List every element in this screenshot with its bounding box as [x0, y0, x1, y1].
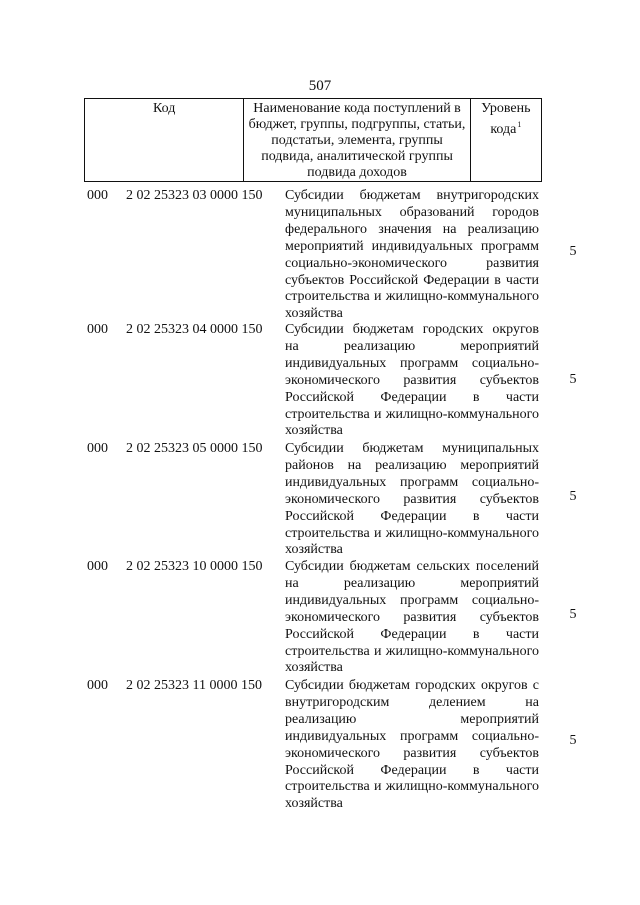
revenue-code: 2 02 25323 10 0000 150 [126, 559, 263, 574]
revenue-code: 2 02 25323 03 0000 150 [126, 188, 263, 203]
revenue-code: 2 02 25323 11 0000 150 [126, 678, 262, 693]
header-code [85, 99, 244, 182]
admin-code: 000 [87, 188, 108, 203]
code-level: 5 [569, 489, 577, 504]
admin-code: 000 [87, 559, 108, 574]
code-level: 5 [569, 372, 577, 387]
admin-code: 000 [87, 322, 108, 337]
page-number: 507 [308, 78, 332, 94]
revenue-name: Субсидии бюджетам сельских поселений на реализацию мероприятий индивидуальных программ социально-экономического развития субъектов Российской Федерации в части строительства и жилищно-коммунального хозяйства [285, 559, 539, 676]
admin-code: 000 [87, 441, 108, 456]
revenue-name: Субсидии бюджетам городских округов с внутригородским делением на реализацию мероприятий индивидуальных программ социально-экономического развития субъектов Российской Федерации в части строительства и жилищно-коммунального хозяйства [285, 678, 539, 812]
revenue-code: 2 02 25323 04 0000 150 [126, 322, 263, 337]
footnote-marker: 1 [517, 120, 522, 129]
code-level: 5 [569, 607, 577, 622]
header-level-label: Уровень кода [481, 101, 531, 137]
header-code-label: Код [153, 101, 176, 116]
revenue-name: Субсидии бюджетам городских округов на реализацию мероприятий индивидуальных программ социально-экономического развития субъектов Российской Федерации в части строительства и жилищно-коммунального хозяйства [285, 322, 539, 439]
header-name [244, 99, 470, 182]
header-name-label: Наименование кода поступлений в бюджет, группы, подгруппы, статьи, подстатьи, элемента, группы подвида, аналитической группы подвида доходов [248, 101, 466, 180]
header-level [470, 99, 541, 182]
revenue-code: 2 02 25323 05 0000 150 [126, 441, 263, 456]
code-level: 5 [569, 244, 577, 259]
revenue-name: Субсидии бюджетам муниципальных районов на реализацию мероприятий индивидуальных программ социально-экономического развития субъектов Российской Федерации в части строительства и жилищно-коммунального хозяйства [285, 441, 539, 558]
admin-code: 000 [87, 678, 108, 693]
revenue-name: Субсидии бюджетам внутригородских муниципальных образований городов федерального значения на реализацию мероприятий индивидуальных программ социально-экономического развития субъектов Российской Федерации в части строительства и жилищно-коммунального хозяйства [285, 188, 539, 322]
code-level: 5 [569, 733, 577, 748]
table-header [84, 98, 542, 182]
